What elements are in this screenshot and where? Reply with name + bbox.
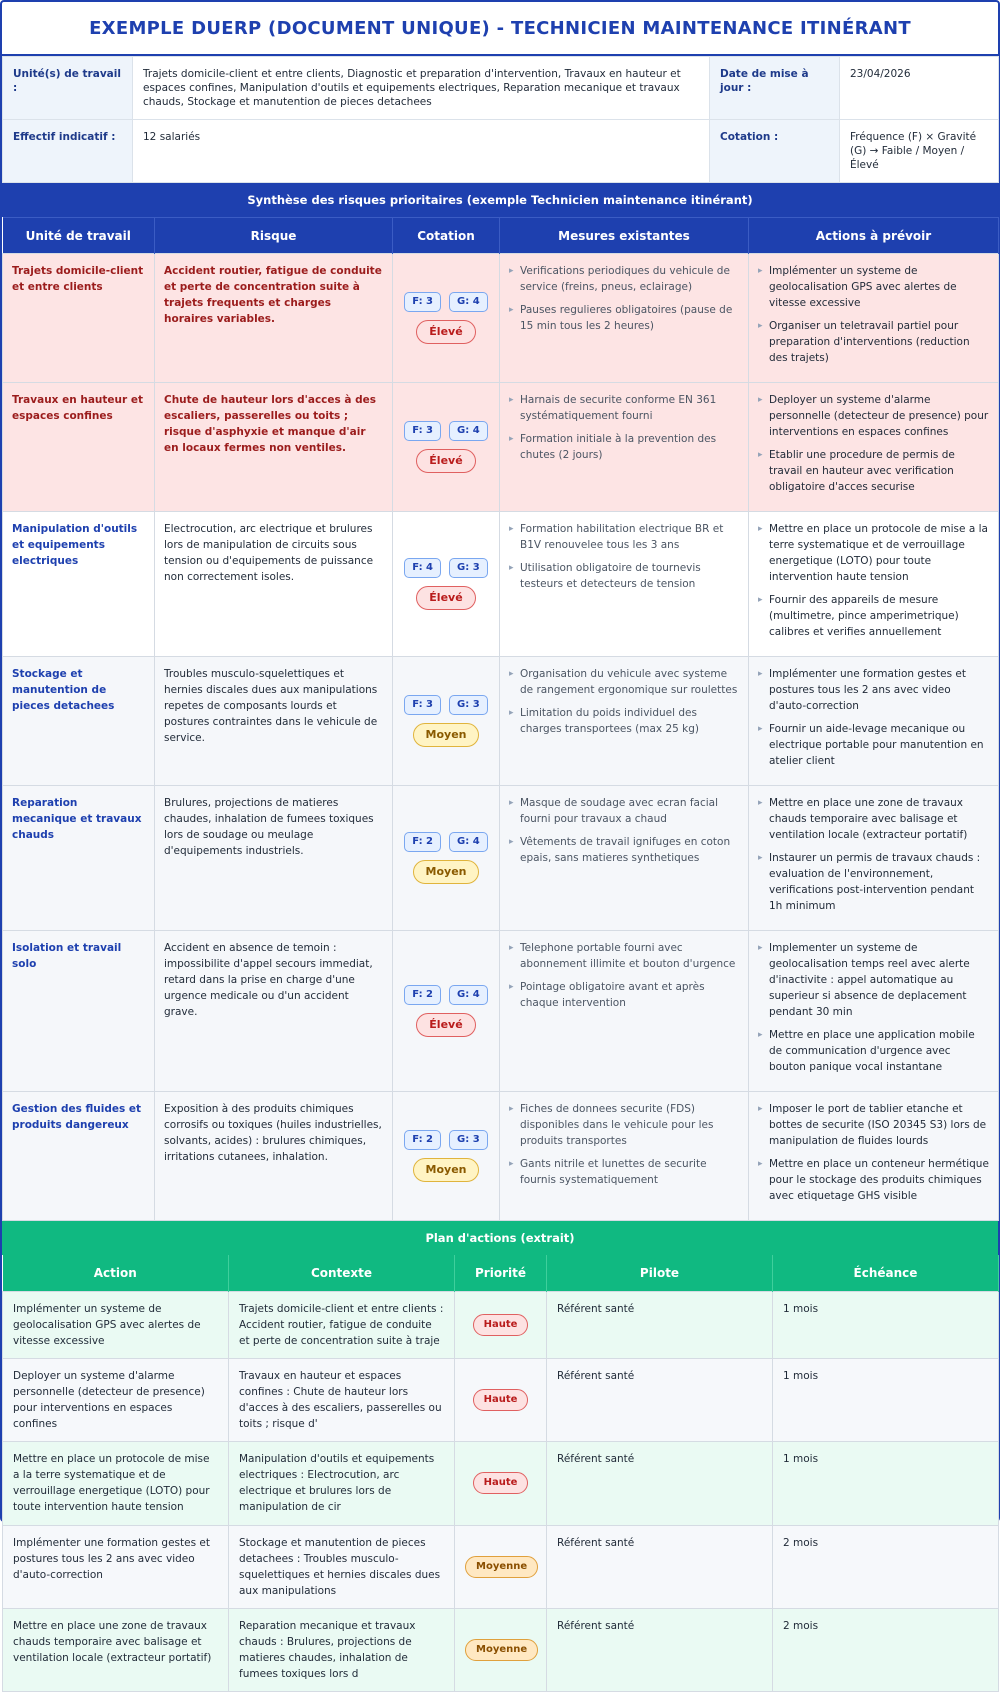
risk-cotation: [393, 383, 500, 512]
plan-row: [3, 1525, 999, 1608]
plan-context: Trajets domicile-client et entre clients : Accident routier, fatigue de conduite et perte de concentration suite à traje: [229, 1291, 455, 1358]
mesure-item: ▸ Utilisation obligatoire de tournevis testeurs et detecteurs de tension: [509, 560, 739, 592]
risk-description: Accident en absence de temoin : impossibilite d'appel secours immediat, retard dans la prise en charge d'une urgence medicale ou d'un accident grave.: [155, 931, 393, 1092]
risk-actions: [749, 254, 999, 383]
risk-description: Chute de hauteur lors d'acces à des escaliers, passerelles ou toits ; risque d'asphyxie et manque d'air en locaux fermes non ventiles.: [155, 383, 393, 512]
mesure-item: ▸ Formation habilitation electrique BR et B1V renouvelee tous les 3 ans: [509, 521, 739, 553]
risk-row: [3, 786, 999, 931]
risk-actions: [749, 512, 999, 657]
level-badge: Élevé: [416, 586, 475, 610]
unites-label: Unité(s) de travail :: [3, 57, 133, 120]
risk-unit: Reparation mecanique et travaux chauds: [3, 786, 155, 931]
plan-deadline: 1 mois: [773, 1358, 999, 1441]
header-unite: Unité de travail: [3, 218, 155, 254]
plan-priority: [455, 1441, 547, 1525]
risk-mesures: [500, 383, 749, 512]
mesure-item: ▸ Verifications periodiques du vehicule de service (freins, pneus, eclairage): [509, 263, 739, 295]
risk-actions: [749, 1092, 999, 1221]
plan-pilot: Référent santé: [547, 1291, 773, 1358]
risk-row: [3, 1092, 999, 1221]
plan-deadline: 1 mois: [773, 1291, 999, 1358]
plan-context: Stockage et manutention de pieces detachees : Troubles musculo-squelettiques et hernies discales dues aux manipulations: [229, 1525, 455, 1608]
level-badge: Élevé: [416, 449, 475, 473]
priority-badge: Moyenne: [465, 1556, 538, 1578]
plan-priority: [455, 1291, 547, 1358]
priority-badge: Haute: [473, 1472, 529, 1494]
cotation-value: Fréquence (F) × Gravité (G) → Faible / Moyen / Élevé: [840, 120, 999, 183]
header-echeance: Échéance: [773, 1255, 999, 1291]
gravity-chip: G: 3: [449, 558, 488, 578]
risk-description: Brulures, projections de matieres chaudes, inhalation de fumees toxiques lors de soudage ou meulage d'equipements industriels.: [155, 786, 393, 931]
mesure-item: ▸ Vêtements de travail ignifuges en coton epais, sans matieres synthetiques: [509, 834, 739, 866]
action-item: ▸ Etablir une procedure de permis de travail en hauteur avec verification obligatoire d'acces securise: [758, 447, 989, 495]
header-action: Action: [3, 1255, 229, 1291]
mesure-item: ▸ Fiches de donnees securite (FDS) disponibles dans le vehicule pour les produits transportes: [509, 1101, 739, 1149]
mesure-item: ▸ Harnais de securite conforme EN 361 systématiquement fourni: [509, 392, 739, 424]
mesure-item: ▸ Formation initiale à la prevention des chutes (2 jours): [509, 431, 739, 463]
unites-value: Trajets domicile-client et entre clients, Diagnostic et preparation d'intervention, Travaux en hauteur et espaces confines, Manipulation d'outils et equipements electriques, Reparation mecanique et travaux chauds, Stockage et manutention de pieces detachees: [133, 57, 710, 120]
plan-table: [2, 1255, 999, 1692]
plan-row: [3, 1358, 999, 1441]
gravity-chip: G: 4: [449, 985, 488, 1005]
plan-pilot: Référent santé: [547, 1525, 773, 1608]
mesure-item: ▸ Gants nitrile et lunettes de securite fournis systematiquement: [509, 1156, 739, 1188]
gravity-chip: G: 4: [449, 421, 488, 441]
risk-actions: [749, 657, 999, 786]
action-item: ▸ Mettre en place une zone de travaux chauds temporaire avec balisage et ventilation locale (extracteur portatif): [758, 795, 989, 843]
risk-table: [2, 217, 999, 1221]
gravity-chip: G: 4: [449, 832, 488, 852]
plan-pilot: Référent santé: [547, 1358, 773, 1441]
plan-action: Implémenter une formation gestes et postures tous les 2 ans avec video d'auto-correction: [3, 1525, 229, 1608]
priority-badge: Haute: [473, 1314, 529, 1336]
plan-row: [3, 1291, 999, 1358]
plan-action: Deployer un systeme d'alarme personnelle (detecteur de presence) pour interventions en espaces confines: [3, 1358, 229, 1441]
info-table: [2, 56, 999, 183]
header-risque: Risque: [155, 218, 393, 254]
risk-row: [3, 657, 999, 786]
plan-action: Mettre en place un protocole de mise a la terre systematique et de verrouillage energetique (LOTO) pour toute intervention haute tension: [3, 1441, 229, 1525]
plan-action: Implémenter un systeme de geolocalisation GPS avec alertes de vitesse excessive: [3, 1291, 229, 1358]
action-item: ▸ Implémenter un systeme de geolocalisation GPS avec alertes de vitesse excessive: [758, 263, 989, 311]
action-item: ▸ Fournir un aide-levage mecanique ou electrique portable pour manutention en atelier client: [758, 721, 989, 769]
action-item: ▸ Organiser un teletravail partiel pour preparation d'interventions (reduction des trajets): [758, 318, 989, 366]
header-pilote: Pilote: [547, 1255, 773, 1291]
risk-cotation: [393, 254, 500, 383]
plan-deadline: 2 mois: [773, 1608, 999, 1691]
level-badge: Élevé: [416, 320, 475, 344]
plan-priority: [455, 1358, 547, 1441]
mesure-item: ▸ Telephone portable fourni avec abonnement illimite et bouton d'urgence: [509, 940, 739, 972]
header-priorite: Priorité: [455, 1255, 547, 1291]
priority-badge: Haute: [473, 1389, 529, 1411]
plan-deadline: 2 mois: [773, 1525, 999, 1608]
risk-unit: Isolation et travail solo: [3, 931, 155, 1092]
gravity-chip: G: 3: [449, 695, 488, 715]
risk-unit: Manipulation d'outils et equipements electriques: [3, 512, 155, 657]
risk-actions: [749, 931, 999, 1092]
gravity-chip: G: 4: [449, 292, 488, 312]
risk-unit: Trajets domicile-client et entre clients: [3, 254, 155, 383]
frequency-chip: F: 2: [404, 985, 441, 1005]
effectif-value: 12 salariés: [133, 120, 710, 183]
level-badge: Moyen: [413, 860, 480, 884]
action-item: ▸ Fournir des appareils de mesure (multimetre, pince amperimetrique) calibres et verifies annuellement: [758, 592, 989, 640]
risk-cotation: [393, 1092, 500, 1221]
plan-context: Reparation mecanique et travaux chauds : Brulures, projections de matieres chaudes, inhalation de fumees toxiques lors d: [229, 1608, 455, 1691]
document-title: EXEMPLE DUERP (DOCUMENT UNIQUE) - TECHNICIEN MAINTENANCE ITINÉRANT: [89, 17, 911, 39]
header-cotation: Cotation: [393, 218, 500, 254]
frequency-chip: F: 4: [404, 558, 441, 578]
plan-row: [3, 1608, 999, 1691]
priority-badge: Moyenne: [465, 1639, 538, 1661]
plan-action: Mettre en place une zone de travaux chauds temporaire avec balisage et ventilation locale (extracteur portatif): [3, 1608, 229, 1691]
effectif-label: Effectif indicatif :: [3, 120, 133, 183]
risk-cotation: [393, 512, 500, 657]
plan-pilot: Référent santé: [547, 1441, 773, 1525]
level-badge: Moyen: [413, 723, 480, 747]
date-label: Date de mise à jour :: [710, 57, 840, 120]
risk-mesures: [500, 1092, 749, 1221]
frequency-chip: F: 3: [404, 695, 441, 715]
header-mesures: Mesures existantes: [500, 218, 749, 254]
level-badge: Moyen: [413, 1158, 480, 1182]
risk-mesures: [500, 786, 749, 931]
document-header: [2, 2, 998, 56]
action-item: ▸ Implémenter une formation gestes et postures tous les 2 ans avec video d'auto-correction: [758, 666, 989, 714]
risk-row: [3, 512, 999, 657]
action-item: ▸ Mettre en place un conteneur hermétique pour le stockage des produits chimiques avec etiquetage GHS visible: [758, 1156, 989, 1204]
risk-actions: [749, 383, 999, 512]
plan-context: Travaux en hauteur et espaces confines : Chute de hauteur lors d'acces à des escaliers, passerelles ou toits ; risque d': [229, 1358, 455, 1441]
risk-mesures: [500, 931, 749, 1092]
risk-mesures: [500, 657, 749, 786]
frequency-chip: F: 2: [404, 832, 441, 852]
header-contexte: Contexte: [229, 1255, 455, 1291]
plan-row: [3, 1441, 999, 1525]
plan-priority: [455, 1608, 547, 1691]
action-item: ▸ Mettre en place un protocole de mise a la terre systematique et de verrouillage energetique (LOTO) pour toute intervention haute tension: [758, 521, 989, 585]
risk-actions: [749, 786, 999, 931]
mesure-item: ▸ Pointage obligatoire avant et après chaque intervention: [509, 979, 739, 1011]
frequency-chip: F: 2: [404, 1130, 441, 1150]
mesure-item: ▸ Organisation du vehicule avec systeme de rangement ergonomique sur roulettes: [509, 666, 739, 698]
plan-context: Manipulation d'outils et equipements electriques : Electrocution, arc electrique et brulures lors de manipulation de cir: [229, 1441, 455, 1525]
cotation-label: Cotation :: [710, 120, 840, 183]
risk-description: Troubles musculo-squelettiques et hernies discales dues aux manipulations repetes de composants lourds et postures contraintes dans le vehicule de service.: [155, 657, 393, 786]
risk-description: Exposition à des produits chimiques corrosifs ou toxiques (huiles industrielles, solvants, acides) : brulures chimiques, irritations cutanees, inhalation.: [155, 1092, 393, 1221]
risk-row: [3, 931, 999, 1092]
risk-cotation: [393, 931, 500, 1092]
action-item: ▸ Instaurer un permis de travaux chauds : evaluation de l'environnement, verifications post-intervention pendant 1h minimum: [758, 850, 989, 914]
plan-title: Plan d'actions (extrait): [2, 1221, 998, 1255]
risk-unit: Travaux en hauteur et espaces confines: [3, 383, 155, 512]
frequency-chip: F: 3: [404, 421, 441, 441]
plan-deadline: 1 mois: [773, 1441, 999, 1525]
action-item: ▸ Imposer le port de tablier etanche et bottes de securite (ISO 20345 S3) lors de manipulation de fluides lourds: [758, 1101, 989, 1149]
risk-mesures: [500, 254, 749, 383]
gravity-chip: G: 3: [449, 1130, 488, 1150]
mesure-item: ▸ Pauses regulieres obligatoires (pause de 15 min tous les 2 heures): [509, 302, 739, 334]
date-value: 23/04/2026: [840, 57, 999, 120]
risk-mesures: [500, 512, 749, 657]
risk-row: [3, 383, 999, 512]
risk-unit: Stockage et manutention de pieces detachees: [3, 657, 155, 786]
risk-description: Accident routier, fatigue de conduite et perte de concentration suite à trajets frequents et charges horaires variables.: [155, 254, 393, 383]
action-item: ▸ Mettre en place une application mobile de communication d'urgence avec bouton panique vocal instantane: [758, 1027, 989, 1075]
risk-unit: Gestion des fluides et produits dangereux: [3, 1092, 155, 1221]
risk-cotation: [393, 786, 500, 931]
risk-cotation: [393, 657, 500, 786]
action-item: ▸ Implementer un systeme de geolocalisation temps reel avec alerte d'inactivite : appel automatique au superieur si absence de deplacement pendant 30 min: [758, 940, 989, 1020]
plan-pilot: Référent santé: [547, 1608, 773, 1691]
action-item: ▸ Deployer un systeme d'alarme personnelle (detecteur de presence) pour interventions en espaces confines: [758, 392, 989, 440]
plan-priority: [455, 1525, 547, 1608]
mesure-item: ▸ Masque de soudage avec ecran facial fourni pour travaux a chaud: [509, 795, 739, 827]
risk-row: [3, 254, 999, 383]
level-badge: Élevé: [416, 1013, 475, 1037]
mesure-item: ▸ Limitation du poids individuel des charges transportees (max 25 kg): [509, 705, 739, 737]
frequency-chip: F: 3: [404, 292, 441, 312]
header-actions: Actions à prévoir: [749, 218, 999, 254]
synthese-title: Synthèse des risques prioritaires (exemple Technicien maintenance itinérant): [2, 183, 998, 217]
risk-description: Electrocution, arc electrique et brulures lors de manipulation de circuits sous tension ou d'equipements de puissance non correctement isoles.: [155, 512, 393, 657]
